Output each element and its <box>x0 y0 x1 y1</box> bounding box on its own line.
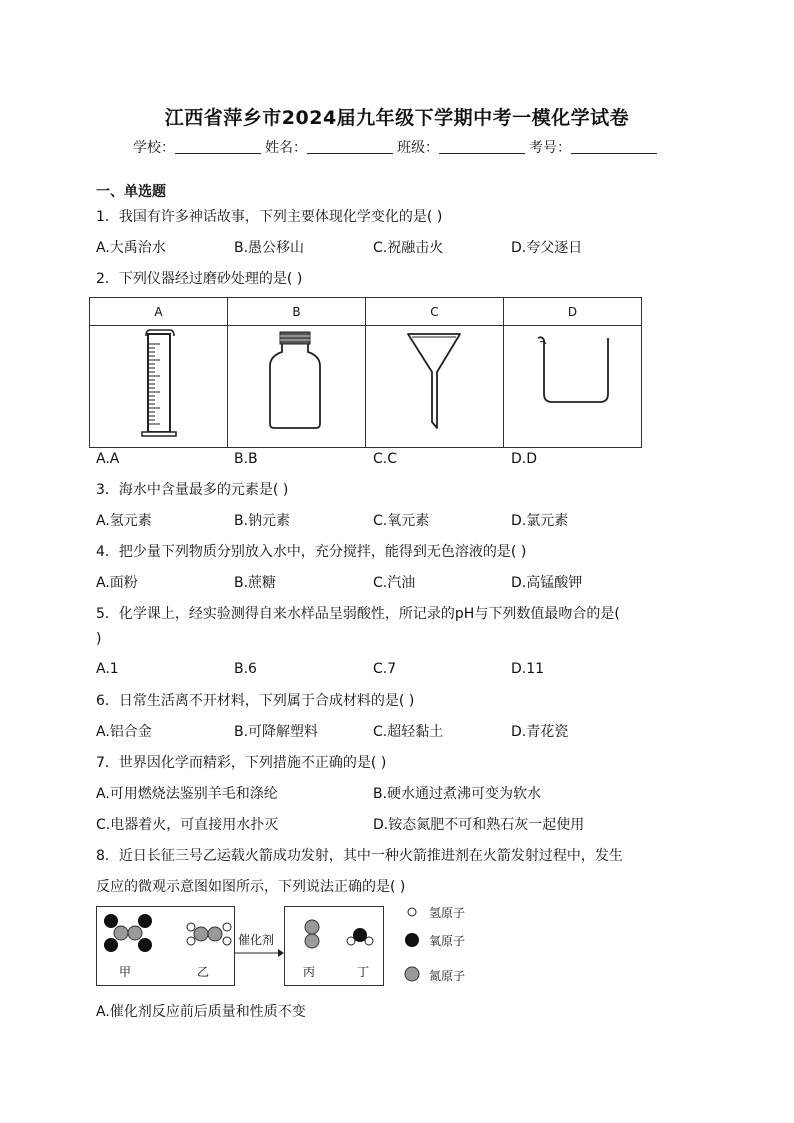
q5-option-c[interactable]: C.7 <box>373 661 397 677</box>
q4-option-c[interactable]: C.汽油 <box>373 575 416 591</box>
q3-option-a[interactable]: A.氢元素 <box>96 513 152 529</box>
class-field[interactable] <box>439 139 525 154</box>
table-header-d: D <box>504 298 642 326</box>
table-header-b: B <box>228 298 366 326</box>
q3-option-c[interactable]: C.氧元素 <box>373 513 430 529</box>
q5-option-d[interactable]: D.11 <box>511 661 545 677</box>
q5-option-b[interactable]: B.6 <box>234 661 257 677</box>
reagent-bottle-cell <box>228 326 366 448</box>
question-7-stem: 7．世界因化学而精彩，下列措施不正确的是( ) <box>96 755 387 771</box>
q4-option-a[interactable]: A.面粉 <box>96 575 138 591</box>
q6-option-d[interactable]: D.青花瓷 <box>511 724 569 740</box>
legend-nitrogen: 氮原子 <box>429 969 466 983</box>
question-8-stem-cont: 反应的微观示意图如图所示，下列说法正确的是( ) <box>96 879 406 895</box>
q5-option-a[interactable]: A.1 <box>96 661 119 677</box>
q2-option-a[interactable]: A.A <box>96 451 120 467</box>
question-3-stem: 3．海水中含量最多的元素是( ) <box>96 482 289 498</box>
q1-option-a[interactable]: A.大禹治水 <box>96 240 166 256</box>
graduated-cylinder-cell <box>90 326 228 448</box>
question-4-stem: 4．把少量下列物质分别放入水中，充分搅拌，能得到无色溶液的是( ) <box>96 544 527 560</box>
atom-legend-icons <box>404 903 422 983</box>
question-2-stem: 2．下列仪器经过磨砂处理的是( ) <box>96 271 303 287</box>
q6-option-a[interactable]: A.铝合金 <box>96 724 152 740</box>
q4-option-b[interactable]: B.蔗糖 <box>234 575 277 591</box>
product-ding-label: 丁 <box>357 965 370 979</box>
q1-option-b[interactable]: B.愚公移山 <box>234 240 305 256</box>
table-header-a: A <box>90 298 228 326</box>
class-label: 班级： <box>397 140 439 156</box>
student-info-line <box>0 137 794 157</box>
frosted-bottle-icon <box>228 326 365 444</box>
funnel-icon <box>366 326 503 444</box>
funnel-cell <box>366 326 504 448</box>
q2-option-b[interactable]: B.B <box>234 451 258 467</box>
q7-option-b[interactable]: B.硬水通过煮沸可变为软水 <box>373 786 542 802</box>
beaker-icon <box>504 326 641 444</box>
products-box <box>284 906 384 986</box>
name-label: 姓名： <box>265 140 307 156</box>
question-5-stem: 5．化学课上，经实验测得自来水样品呈弱酸性，所记录的pH与下列数值最吻合的是( <box>96 606 620 622</box>
q3-option-d[interactable]: D.氯元素 <box>511 513 569 529</box>
reactant-yi-label: 乙 <box>197 965 210 979</box>
question-5-stem-cont: ) <box>96 631 102 647</box>
q1-option-d[interactable]: D.夸父逐日 <box>511 240 583 256</box>
q1-option-c[interactable]: C.祝融击火 <box>373 240 444 256</box>
legend-oxygen: 氧原子 <box>429 934 466 948</box>
question-8-stem: 8．近日长征三号乙运载火箭成功发射，其中一种火箭推进剂在火箭发射过程中，发生 <box>96 848 623 864</box>
legend-hydrogen: 氢原子 <box>429 906 466 920</box>
graduated-cylinder-icon <box>90 326 227 444</box>
name-field[interactable] <box>307 139 393 154</box>
school-field[interactable] <box>175 139 261 154</box>
product-bing-label: 丙 <box>303 965 316 979</box>
exam-number-label: 考号： <box>529 140 571 156</box>
reactant-molecules-icon <box>97 907 234 985</box>
school-label: 学校： <box>133 140 175 156</box>
q2-option-c[interactable]: C.C <box>373 451 398 467</box>
q8-option-a[interactable]: A.催化剂反应前后质量和性质不变 <box>96 1004 306 1020</box>
q6-option-c[interactable]: C.超轻黏土 <box>373 724 444 740</box>
instrument-table <box>89 297 642 448</box>
q4-option-d[interactable]: D.高锰酸钾 <box>511 575 583 591</box>
reaction-arrow-icon <box>234 948 284 958</box>
catalyst-label: 催化剂 <box>238 933 275 947</box>
reactant-jia-label: 甲 <box>119 965 132 979</box>
q3-option-b[interactable]: B.钠元素 <box>234 513 291 529</box>
table-header-c: C <box>366 298 504 326</box>
q7-option-a[interactable]: A.可用燃烧法鉴别羊毛和涤纶 <box>96 786 278 802</box>
reactants-box <box>96 906 235 986</box>
question-1-stem: 1．我国有许多神话故事，下列主要体现化学变化的是( ) <box>96 209 443 225</box>
exam-number-field[interactable] <box>571 139 657 154</box>
q6-option-b[interactable]: B.可降解塑料 <box>234 724 319 740</box>
section-title: 一、单选题 <box>96 184 166 200</box>
question-6-stem: 6．日常生活离不开材料，下列属于合成材料的是( ) <box>96 693 415 709</box>
q2-option-d[interactable]: D.D <box>511 451 538 467</box>
q7-option-c[interactable]: C.电器着火，可直接用水扑灭 <box>96 817 279 833</box>
beaker-cell <box>504 326 642 448</box>
exam-title: 江西省萍乡市2024届九年级下学期中考一模化学试卷 <box>164 107 630 129</box>
q7-option-d[interactable]: D.铵态氮肥不可和熟石灰一起使用 <box>373 817 585 833</box>
